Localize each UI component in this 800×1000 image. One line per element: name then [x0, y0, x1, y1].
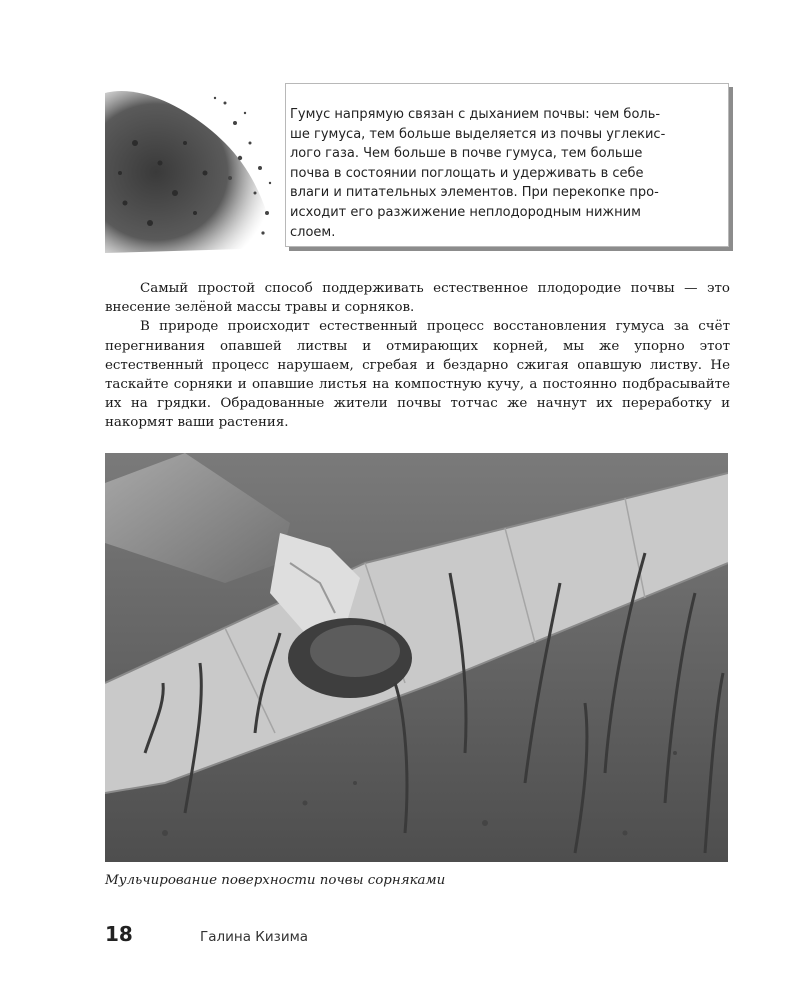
- body-text: [105, 279, 730, 433]
- paragraph-2: В природе происходит естественный процесс восстановления гумуса за счёт перегнивания опавшей листвы и отмирающих корней, мы же упорно этот естественный процесс нарушаем, сгребая и бездарно сжигая опавшую листву. Не таскайте сорняки и опавшие листья на компостную кучу, а постоянно подбрасывайте их на грядки. Обрадованные жители почвы тотчас же начнут их переработку и накормят ваши растения.: [105, 319, 730, 431]
- callout-line: ше гумуса, тем больше выделяется из почвы углекис-: [290, 126, 666, 142]
- footer-author: Галина Кизима: [200, 929, 309, 945]
- callout-line: исходит его разжижение неплодородным нижним: [290, 204, 641, 220]
- callout-line: слоем.: [290, 224, 336, 240]
- callout-line: лого газа. Чем больше в почве гумуса, тем больше: [290, 146, 643, 162]
- callout-text: [290, 105, 700, 242]
- callout-line: влаги и питательных элементов. При перекопке про-: [290, 185, 659, 201]
- callout-line: Гумус напрямую связан с дыханием почвы: чем боль-: [290, 107, 661, 122]
- soil-pile-icon: [105, 83, 280, 253]
- humus-callout: [105, 83, 725, 253]
- photo-caption: Мульчирование поверхности почвы сорняками: [105, 873, 446, 888]
- callout-line: почва в состоянии поглощать и удерживать в себе: [290, 165, 644, 181]
- mulching-photo: [105, 453, 728, 862]
- paragraph-1: Самый простой способ поддерживать естественное плодородие почвы — это внесение зелёной массы травы и сорняков.: [105, 281, 730, 316]
- mulching-photo-illustration: [105, 453, 728, 862]
- page-number: 18: [105, 922, 133, 946]
